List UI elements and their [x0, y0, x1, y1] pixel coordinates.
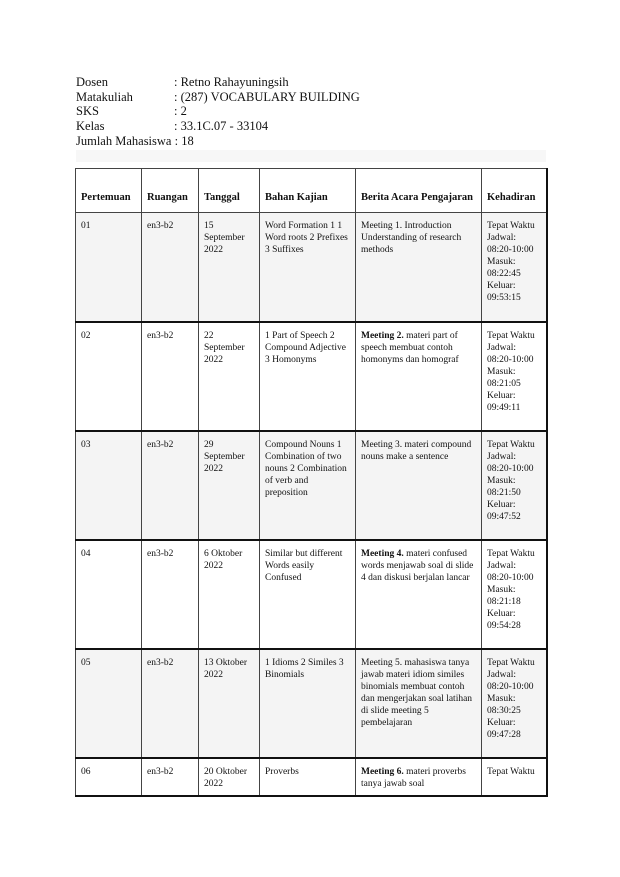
- table-row: [76, 213, 547, 322]
- row-ba-text: Meeting 1. Introduction Understanding of research methods: [361, 221, 462, 255]
- header-pertemuan: Pertemuan: [76, 169, 142, 213]
- row-attendance: [482, 213, 547, 322]
- jumlah-label: Jumlah Mahasiswa: [76, 133, 172, 148]
- row-ba-lead: Meeting 6.: [361, 766, 404, 777]
- header-tanggal: Tanggal: [199, 169, 260, 213]
- dosen-value: : Retno Rahayuningsih: [174, 75, 289, 89]
- row-date: 6 Oktober 2022: [199, 540, 260, 649]
- sks-label: SKS: [76, 104, 99, 119]
- header-ruangan: Ruangan: [142, 169, 199, 213]
- attendance-in: Masuk: 08:21:05: [487, 366, 521, 389]
- row-topic: Proverbs: [260, 758, 356, 796]
- row-room: en3-b2: [142, 758, 199, 796]
- attendance-in: Masuk: 08:21:18: [487, 584, 521, 607]
- attendance-schedule: Jadwal: 08:20-10:00: [487, 560, 534, 583]
- row-ba-text: Meeting 3. materi compound nouns make a sentence: [361, 439, 472, 462]
- matakuliah-label: Matakuliah: [76, 89, 133, 104]
- row-topic: 1 Idioms 2 Similes 3 Binomials: [260, 649, 356, 758]
- table-header-row: [76, 169, 547, 213]
- row-ba-text: materi proverbs tanya jawab soal: [361, 766, 467, 789]
- row-no: 06: [76, 758, 142, 796]
- row-room: en3-b2: [142, 431, 199, 540]
- row-ba-lead: Meeting 2.: [361, 330, 404, 341]
- attendance-status: Tepat Waktu: [487, 548, 535, 559]
- attendance-out: Keluar: 09:53:15: [487, 281, 521, 303]
- attendance-out: Keluar: 09:47:28: [487, 717, 521, 740]
- attendance-in: Masuk: 08:22:45: [487, 257, 521, 279]
- row-no: 01: [76, 213, 142, 322]
- attendance-status: Tepat Waktu: [487, 439, 535, 450]
- attendance-schedule: Jadwal: 08:20-10:00: [487, 669, 534, 692]
- row-room: en3-b2: [142, 540, 199, 649]
- row-berita-acara: [356, 649, 482, 758]
- dosen-label: Dosen: [76, 75, 108, 89]
- row-ba-lead: Meeting 4.: [361, 548, 404, 559]
- row-topic: Similar but different Words easily Confused: [260, 540, 356, 649]
- header-band: [76, 150, 546, 162]
- attendance-out: Keluar: 09:54:28: [487, 608, 521, 631]
- row-attendance: [482, 649, 547, 758]
- kelas-label: Kelas: [76, 119, 105, 134]
- attendance-status: Tepat Waktu: [487, 330, 535, 341]
- row-ba-text: Meeting 5. mahasiswa tanya jawab materi idiom similes binomials membuat contoh dan mengerjakan soal latihan di slide meeting 5 pembelajaran: [361, 657, 473, 728]
- kelas-value: : 33.1C.07 - 33104: [174, 119, 269, 134]
- course-info: [76, 75, 360, 149]
- row-no: 03: [76, 431, 142, 540]
- row-berita-acara: [356, 213, 482, 322]
- attendance-table: [75, 168, 548, 797]
- row-date: 15 September 2022: [199, 213, 260, 322]
- row-date: 29 September 2022: [199, 431, 260, 540]
- row-no: 02: [76, 322, 142, 431]
- row-topic: Compound Nouns 1 Combination of two nouns 2 Combination of verb and preposition: [260, 431, 356, 540]
- table-row: [76, 322, 547, 431]
- attendance-status: Tepat Waktu: [487, 221, 535, 231]
- attendance-status: Tepat Waktu: [487, 657, 535, 668]
- row-ba-text: materi confused words menjawab soal di slide 4 dan diskusi berjalan lancar: [361, 548, 474, 583]
- row-topic: Word Formation 1 1 Word roots 2 Prefixes 3 Suffixes: [260, 213, 356, 322]
- header-bahan-kajian: Bahan Kajian: [260, 169, 356, 213]
- attendance-in: Masuk: 08:30:25: [487, 693, 521, 716]
- row-date: 13 Oktober 2022: [199, 649, 260, 758]
- attendance-out: Keluar: 09:47:52: [487, 499, 521, 522]
- row-berita-acara: [356, 758, 482, 796]
- attendance-schedule: Jadwal: 08:20-10:00: [487, 342, 534, 365]
- sks-value: : 2: [174, 104, 187, 119]
- attendance-in: Masuk: 08:21:50: [487, 475, 521, 498]
- table-row: [76, 649, 547, 758]
- row-room: en3-b2: [142, 213, 199, 322]
- row-date: 22 September 2022: [199, 322, 260, 431]
- row-date: 20 Oktober 2022: [199, 758, 260, 796]
- matakuliah-value: : (287) VOCABULARY BUILDING: [174, 89, 360, 104]
- table-row: [76, 431, 547, 540]
- header-berita-acara: Berita Acara Pengajaran: [356, 169, 482, 213]
- jumlah-value: : 18: [174, 133, 194, 148]
- row-attendance: [482, 431, 547, 540]
- header-kehadiran: Kehadiran: [482, 169, 547, 213]
- attendance-status: Tepat Waktu: [487, 766, 535, 777]
- attendance-out: Keluar: 09:49:11: [487, 390, 521, 413]
- table-row: [76, 758, 547, 796]
- attendance-schedule: Jadwal: 08:20-10:00: [487, 233, 534, 255]
- row-ba-text: materi part of speech membuat contoh homonyms dan homograf: [361, 330, 459, 365]
- row-berita-acara: [356, 322, 482, 431]
- row-topic: 1 Part of Speech 2 Compound Adjective 3 Homonyms: [260, 322, 356, 431]
- row-attendance: [482, 758, 547, 796]
- table-row: [76, 540, 547, 649]
- row-room: en3-b2: [142, 649, 199, 758]
- row-berita-acara: [356, 431, 482, 540]
- row-berita-acara: [356, 540, 482, 649]
- row-no: 04: [76, 540, 142, 649]
- row-no: 05: [76, 649, 142, 758]
- row-room: en3-b2: [142, 322, 199, 431]
- row-attendance: [482, 322, 547, 431]
- row-attendance: [482, 540, 547, 649]
- attendance-schedule: Jadwal: 08:20-10:00: [487, 451, 534, 474]
